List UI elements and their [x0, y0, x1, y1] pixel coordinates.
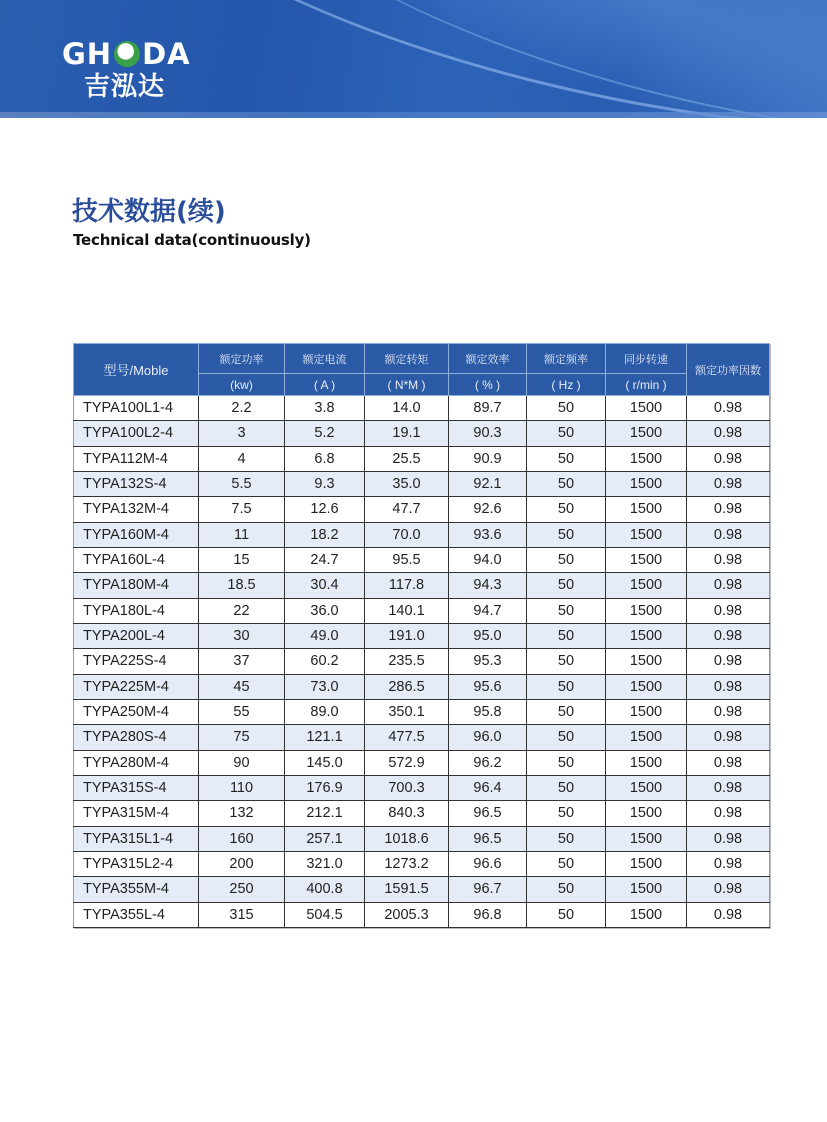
cell-rated-torque: 35.0 [365, 471, 449, 496]
cell-rated-power: 55 [199, 699, 285, 724]
cell-power-factor: 0.98 [687, 851, 770, 876]
cell-sync-speed: 1500 [606, 877, 687, 902]
cell-rated-power: 75 [199, 725, 285, 750]
page-title-en: Technical data(continuously) [73, 231, 311, 249]
banner-edge [0, 112, 827, 118]
cell-power-factor: 0.98 [687, 623, 770, 648]
table-row [74, 826, 770, 851]
cell-power-factor: 0.98 [687, 598, 770, 623]
unit-nm: ( N*M ) [365, 374, 449, 396]
table-row [74, 598, 770, 623]
table-row [74, 396, 770, 421]
cell-rated-frequency: 50 [527, 877, 606, 902]
cell-rated-torque: 1591.5 [365, 877, 449, 902]
cell-rated-frequency: 50 [527, 446, 606, 471]
cell-rated-current: 30.4 [285, 573, 365, 598]
cell-rated-efficiency: 95.8 [449, 699, 527, 724]
cell-rated-power: 37 [199, 649, 285, 674]
cell-rated-efficiency: 96.0 [449, 725, 527, 750]
cell-power-factor: 0.98 [687, 902, 770, 927]
unit-rpm: ( r/min ) [606, 374, 687, 396]
cell-power-factor: 0.98 [687, 801, 770, 826]
cell-rated-current: 24.7 [285, 547, 365, 572]
column-header-rated-frequency: 额定频率 [527, 344, 606, 374]
cell-rated-power: 250 [199, 877, 285, 902]
cell-rated-torque: 2005.3 [365, 902, 449, 927]
cell-power-factor: 0.98 [687, 421, 770, 446]
table-row [74, 902, 770, 927]
cell-rated-frequency: 50 [527, 851, 606, 876]
logo-chinese-name: 吉泓达 [84, 72, 166, 102]
cell-rated-frequency: 50 [527, 902, 606, 927]
cell-sync-speed: 1500 [606, 725, 687, 750]
cell-power-factor: 0.98 [687, 775, 770, 800]
cell-sync-speed: 1500 [606, 902, 687, 927]
unit-amp: ( A ) [285, 374, 365, 396]
cell-rated-efficiency: 96.4 [449, 775, 527, 800]
cell-rated-efficiency: 92.6 [449, 497, 527, 522]
table-row [74, 547, 770, 572]
cell-rated-torque: 47.7 [365, 497, 449, 522]
column-header-rated-efficiency: 额定效率 [449, 344, 527, 374]
cell-rated-power: 18.5 [199, 573, 285, 598]
cell-rated-power: 22 [199, 598, 285, 623]
page-title-cn: 技术数据(续) [72, 197, 226, 227]
cell-rated-frequency: 50 [527, 598, 606, 623]
cell-rated-power: 30 [199, 623, 285, 648]
cell-rated-torque: 477.5 [365, 725, 449, 750]
cell-rated-power: 160 [199, 826, 285, 851]
cell-rated-efficiency: 96.7 [449, 877, 527, 902]
table-row [74, 573, 770, 598]
cell-sync-speed: 1500 [606, 421, 687, 446]
cell-sync-speed: 1500 [606, 775, 687, 800]
cell-model: TYPA280S-4 [74, 725, 199, 750]
cell-rated-efficiency: 96.6 [449, 851, 527, 876]
cell-rated-power: 5.5 [199, 471, 285, 496]
cell-power-factor: 0.98 [687, 725, 770, 750]
cell-rated-torque: 19.1 [365, 421, 449, 446]
cell-model: TYPA225S-4 [74, 649, 199, 674]
header-banner [0, 0, 827, 118]
cell-rated-current: 12.6 [285, 497, 365, 522]
cell-rated-torque: 95.5 [365, 547, 449, 572]
unit-hz: ( Hz ) [527, 374, 606, 396]
table-row [74, 775, 770, 800]
cell-model: TYPA132M-4 [74, 497, 199, 522]
cell-sync-speed: 1500 [606, 801, 687, 826]
cell-rated-frequency: 50 [527, 471, 606, 496]
unit-percent: ( % ) [449, 374, 527, 396]
cell-rated-current: 121.1 [285, 725, 365, 750]
column-header-rated-power: 额定功率 [199, 344, 285, 374]
cell-sync-speed: 1500 [606, 471, 687, 496]
cell-rated-efficiency: 95.3 [449, 649, 527, 674]
cell-power-factor: 0.98 [687, 471, 770, 496]
cell-rated-power: 45 [199, 674, 285, 699]
cell-model: TYPA160M-4 [74, 522, 199, 547]
cell-sync-speed: 1500 [606, 623, 687, 648]
cell-rated-efficiency: 92.1 [449, 471, 527, 496]
cell-rated-efficiency: 90.3 [449, 421, 527, 446]
cell-rated-power: 15 [199, 547, 285, 572]
cell-model: TYPA250M-4 [74, 699, 199, 724]
cell-rated-power: 90 [199, 750, 285, 775]
cell-model: TYPA160L-4 [74, 547, 199, 572]
cell-rated-efficiency: 94.7 [449, 598, 527, 623]
table-row [74, 446, 770, 471]
cell-rated-current: 212.1 [285, 801, 365, 826]
cell-rated-current: 176.9 [285, 775, 365, 800]
cell-model: TYPA200L-4 [74, 623, 199, 648]
cell-rated-current: 3.8 [285, 396, 365, 421]
cell-rated-power: 2.2 [199, 396, 285, 421]
cell-rated-frequency: 50 [527, 497, 606, 522]
cell-sync-speed: 1500 [606, 699, 687, 724]
cell-sync-speed: 1500 [606, 674, 687, 699]
cell-rated-frequency: 50 [527, 674, 606, 699]
cell-rated-power: 110 [199, 775, 285, 800]
cell-rated-frequency: 50 [527, 826, 606, 851]
cell-rated-efficiency: 90.9 [449, 446, 527, 471]
logo-text-right: DA [142, 37, 191, 71]
cell-rated-efficiency: 95.0 [449, 623, 527, 648]
cell-model: TYPA132S-4 [74, 471, 199, 496]
cell-model: TYPA180L-4 [74, 598, 199, 623]
table-row [74, 674, 770, 699]
table-row [74, 801, 770, 826]
cell-sync-speed: 1500 [606, 547, 687, 572]
table-row [74, 851, 770, 876]
column-header-power-factor: 额定功率因数 [687, 344, 770, 396]
cell-rated-torque: 286.5 [365, 674, 449, 699]
cell-rated-current: 60.2 [285, 649, 365, 674]
cell-rated-efficiency: 96.2 [449, 750, 527, 775]
logo-wordmark [62, 38, 191, 70]
cell-rated-frequency: 50 [527, 801, 606, 826]
cell-power-factor: 0.98 [687, 877, 770, 902]
cell-rated-current: 400.8 [285, 877, 365, 902]
cell-rated-efficiency: 89.7 [449, 396, 527, 421]
cell-rated-efficiency: 96.8 [449, 902, 527, 927]
cell-model: TYPA100L1-4 [74, 396, 199, 421]
cell-rated-current: 145.0 [285, 750, 365, 775]
table-row [74, 750, 770, 775]
cell-rated-current: 5.2 [285, 421, 365, 446]
cell-sync-speed: 1500 [606, 446, 687, 471]
cell-rated-frequency: 50 [527, 547, 606, 572]
cell-rated-frequency: 50 [527, 522, 606, 547]
logo-text-left: GH [62, 37, 113, 71]
cell-sync-speed: 1500 [606, 649, 687, 674]
table-body [74, 396, 770, 928]
table-row [74, 649, 770, 674]
cell-sync-speed: 1500 [606, 573, 687, 598]
cell-model: TYPA225M-4 [74, 674, 199, 699]
cell-power-factor: 0.98 [687, 497, 770, 522]
table-row [74, 623, 770, 648]
cell-model: TYPA315L2-4 [74, 851, 199, 876]
cell-rated-power: 11 [199, 522, 285, 547]
cell-model: TYPA180M-4 [74, 573, 199, 598]
cell-sync-speed: 1500 [606, 598, 687, 623]
cell-model: TYPA355L-4 [74, 902, 199, 927]
company-logo [62, 38, 212, 104]
column-header-model: 型号/Moble [74, 344, 199, 396]
cell-power-factor: 0.98 [687, 674, 770, 699]
table-header-row [74, 344, 770, 374]
cell-model: TYPA112M-4 [74, 446, 199, 471]
logo-o-mark-icon [114, 41, 140, 67]
cell-rated-torque: 1273.2 [365, 851, 449, 876]
cell-sync-speed: 1500 [606, 750, 687, 775]
cell-rated-current: 18.2 [285, 522, 365, 547]
cell-rated-torque: 572.9 [365, 750, 449, 775]
cell-rated-efficiency: 93.6 [449, 522, 527, 547]
table-row [74, 699, 770, 724]
table-row [74, 421, 770, 446]
cell-rated-torque: 235.5 [365, 649, 449, 674]
cell-rated-power: 7.5 [199, 497, 285, 522]
cell-rated-frequency: 50 [527, 396, 606, 421]
cell-rated-torque: 840.3 [365, 801, 449, 826]
cell-model: TYPA315L1-4 [74, 826, 199, 851]
table-row [74, 522, 770, 547]
cell-power-factor: 0.98 [687, 649, 770, 674]
column-header-rated-current: 额定电流 [285, 344, 365, 374]
cell-rated-power: 3 [199, 421, 285, 446]
cell-rated-frequency: 50 [527, 623, 606, 648]
cell-rated-torque: 117.8 [365, 573, 449, 598]
cell-rated-efficiency: 96.5 [449, 826, 527, 851]
cell-rated-frequency: 50 [527, 750, 606, 775]
cell-rated-torque: 700.3 [365, 775, 449, 800]
cell-rated-efficiency: 94.3 [449, 573, 527, 598]
cell-rated-efficiency: 96.5 [449, 801, 527, 826]
cell-power-factor: 0.98 [687, 750, 770, 775]
cell-rated-power: 4 [199, 446, 285, 471]
cell-rated-current: 6.8 [285, 446, 365, 471]
cell-power-factor: 0.98 [687, 522, 770, 547]
cell-power-factor: 0.98 [687, 396, 770, 421]
column-header-rated-torque: 额定转矩 [365, 344, 449, 374]
cell-rated-power: 132 [199, 801, 285, 826]
cell-power-factor: 0.98 [687, 573, 770, 598]
table-row [74, 877, 770, 902]
table-row [74, 497, 770, 522]
cell-rated-frequency: 50 [527, 421, 606, 446]
cell-model: TYPA100L2-4 [74, 421, 199, 446]
cell-rated-torque: 25.5 [365, 446, 449, 471]
unit-kw: (kw) [199, 374, 285, 396]
cell-rated-current: 89.0 [285, 699, 365, 724]
table-row [74, 471, 770, 496]
cell-rated-current: 321.0 [285, 851, 365, 876]
cell-rated-torque: 14.0 [365, 396, 449, 421]
cell-rated-frequency: 50 [527, 775, 606, 800]
cell-power-factor: 0.98 [687, 699, 770, 724]
cell-sync-speed: 1500 [606, 497, 687, 522]
cell-rated-torque: 1018.6 [365, 826, 449, 851]
cell-rated-current: 504.5 [285, 902, 365, 927]
cell-rated-frequency: 50 [527, 725, 606, 750]
column-header-sync-speed: 同步转速 [606, 344, 687, 374]
cell-power-factor: 0.98 [687, 826, 770, 851]
cell-rated-torque: 350.1 [365, 699, 449, 724]
cell-rated-frequency: 50 [527, 699, 606, 724]
cell-rated-current: 73.0 [285, 674, 365, 699]
cell-rated-frequency: 50 [527, 573, 606, 598]
cell-power-factor: 0.98 [687, 547, 770, 572]
cell-rated-torque: 191.0 [365, 623, 449, 648]
cell-rated-current: 257.1 [285, 826, 365, 851]
technical-data-table [73, 343, 770, 928]
cell-rated-efficiency: 94.0 [449, 547, 527, 572]
cell-rated-torque: 140.1 [365, 598, 449, 623]
table-row [74, 725, 770, 750]
cell-sync-speed: 1500 [606, 396, 687, 421]
cell-rated-power: 200 [199, 851, 285, 876]
cell-rated-torque: 70.0 [365, 522, 449, 547]
cell-rated-frequency: 50 [527, 649, 606, 674]
cell-model: TYPA280M-4 [74, 750, 199, 775]
cell-rated-current: 9.3 [285, 471, 365, 496]
cell-sync-speed: 1500 [606, 826, 687, 851]
cell-sync-speed: 1500 [606, 851, 687, 876]
cell-rated-efficiency: 95.6 [449, 674, 527, 699]
cell-model: TYPA315S-4 [74, 775, 199, 800]
cell-model: TYPA355M-4 [74, 877, 199, 902]
cell-rated-current: 49.0 [285, 623, 365, 648]
cell-sync-speed: 1500 [606, 522, 687, 547]
cell-rated-power: 315 [199, 902, 285, 927]
cell-model: TYPA315M-4 [74, 801, 199, 826]
cell-rated-current: 36.0 [285, 598, 365, 623]
cell-power-factor: 0.98 [687, 446, 770, 471]
